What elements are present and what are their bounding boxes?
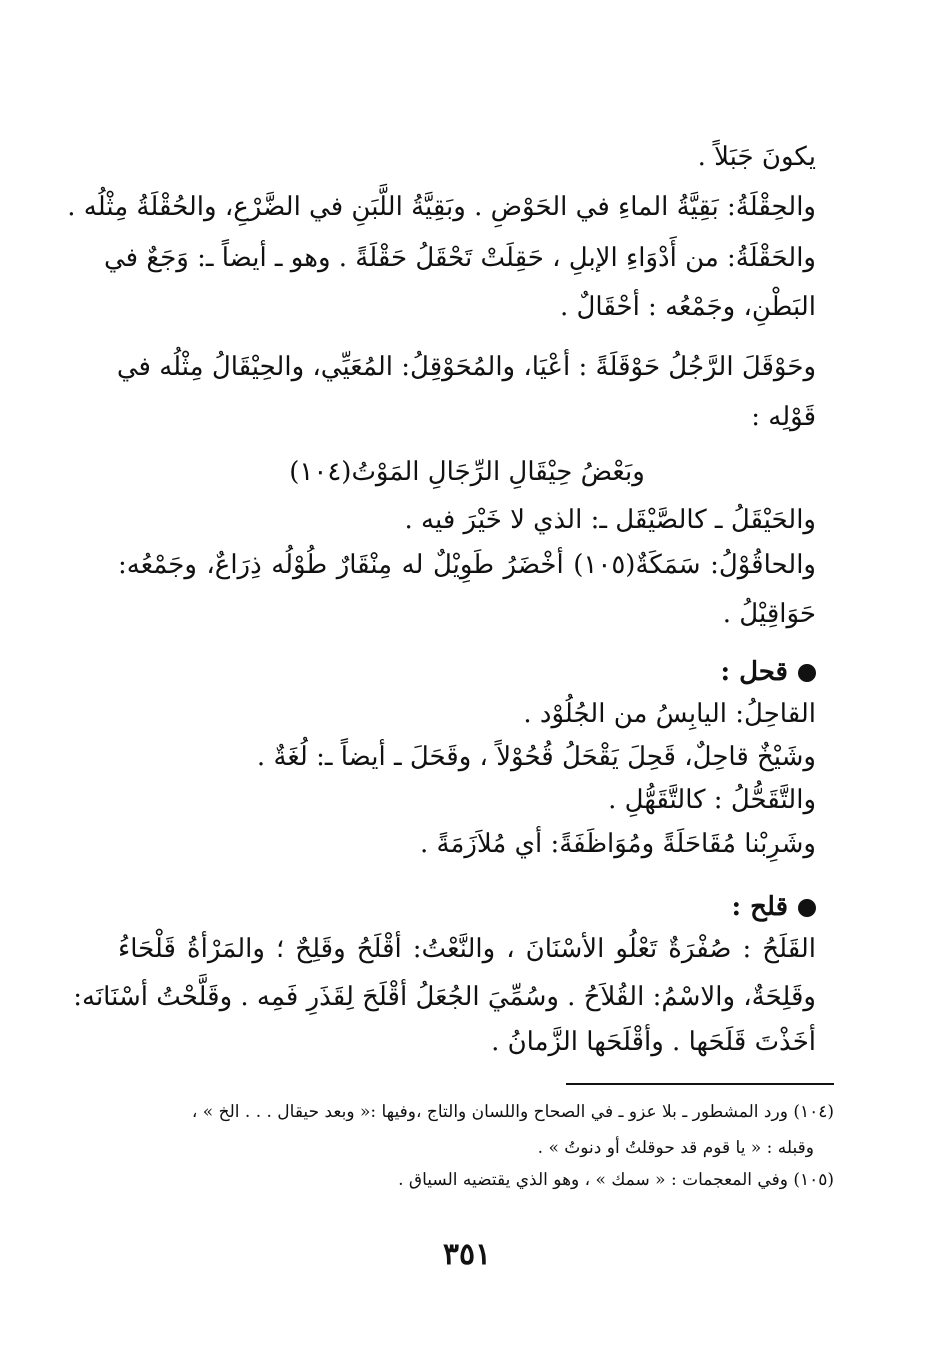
- text-line: وحَوْقَلَ الرَّجُلُ حَوْقَلَةً : أعْيَا، والمُحَوْقِلُ: المُعَيِّي، والحِيْقَالُ مِثْلُه في: [116, 352, 816, 382]
- text-line: أخَذْتَ قَلَحَها . وأقْلَحَها الزَّمانُ .: [491, 1027, 816, 1057]
- text-line: البَطْنِ، وجَمْعُه : أحْقَالٌ .: [560, 292, 816, 322]
- text-line: القاحِلُ: اليابِسُ من الجُلُوْد .: [523, 699, 816, 729]
- text-line: وقَلِحَةٌ، والاسْمُ: القُلاَحُ . وسُمِّيَ الجُعَلُ أقْلَحَ لِقَذَرِ فَمِه . وقَلَّحْتُ أسْنَانَه:: [73, 982, 816, 1012]
- text-line: يكونَ جَبَلاً .: [697, 142, 816, 172]
- text-line: والتَّقَحُّلُ : كالتَّقَهُّلِ .: [608, 785, 816, 815]
- entry-heading: [118, 890, 816, 924]
- verse-line: وبَعْضُ حِيْقَالِ الرِّجَالِ المَوْتُ(١٠٤): [289, 457, 645, 487]
- footnote: وقبله : « يا قوم قد حوقلتُ أو دنوتُ » .: [537, 1138, 814, 1158]
- text-line: وشَرِبْنا مُقَاحَلَةً ومُوَاظَفَةً: أي مُلاَزَمَةً .: [419, 829, 816, 859]
- bullet-icon: [798, 664, 816, 682]
- footnote: (١٠٥) وفي المعجمات : « سمك » ، وهو الذي يقتضيه السياق .: [398, 1170, 834, 1190]
- text-line: والحِقْلَةُ: بَقِيَّةُ الماءِ في الحَوْضِ . وبَقِيَّةُ اللَّبَنِ في الضَّرْعِ، والحُقْلَةُ مِثْلُه .: [67, 192, 816, 222]
- text-line: القَلَحُ : صُفْرَةٌ تَعْلُو الأسْنَانَ ، والنَّعْتُ: أقْلَحُ وقَلِحٌ ؛ والمَرْأةُ قَلْحَاءُ: [118, 934, 816, 964]
- entry-heading-label: قلح :: [731, 892, 788, 922]
- text-line: والحَيْقَلُ ـ كالصَّيْقَل ـ: الذي لا خَيْرَ فيه .: [404, 505, 816, 535]
- footnote: (١٠٤) ورد المشطور ـ بلا عزو ـ في الصحاح واللسان والتاج ،وفيها :« وبعد حيقال . . . الخ » ،: [191, 1102, 834, 1122]
- bullet-icon: [798, 899, 816, 917]
- page-number: ٣٥١: [442, 1237, 492, 1272]
- text-line: والحَقْلَةُ: من أَدْوَاءِ الإبلِ ، حَقِلَتْ تَحْقَلُ حَقْلَةً . وهو ـ أيضاً ـ: وَجَعٌ في: [104, 243, 816, 273]
- entry-heading-label: قحل :: [720, 657, 788, 687]
- text-line: قَوْلِه :: [751, 402, 816, 432]
- footnote-divider: [566, 1083, 834, 1085]
- entry-heading: [118, 655, 816, 689]
- text-line: والحاقُوْلُ: سَمَكَةٌ(١٠٥) أخْضَرُ طَوِيْلٌ له مِنْقَارٌ طُوْلُه ذِرَاعٌ، وجَمْعُه:: [118, 550, 816, 580]
- text-line: حَوَاقِيْلُ .: [722, 599, 816, 629]
- text-line: وشَيْخٌ قاحِلٌ، قَحِلَ يَقْحَلُ قُحُوْلاً ، وقَحَلَ ـ أيضاً ـ: لُغَةٌ .: [256, 742, 816, 772]
